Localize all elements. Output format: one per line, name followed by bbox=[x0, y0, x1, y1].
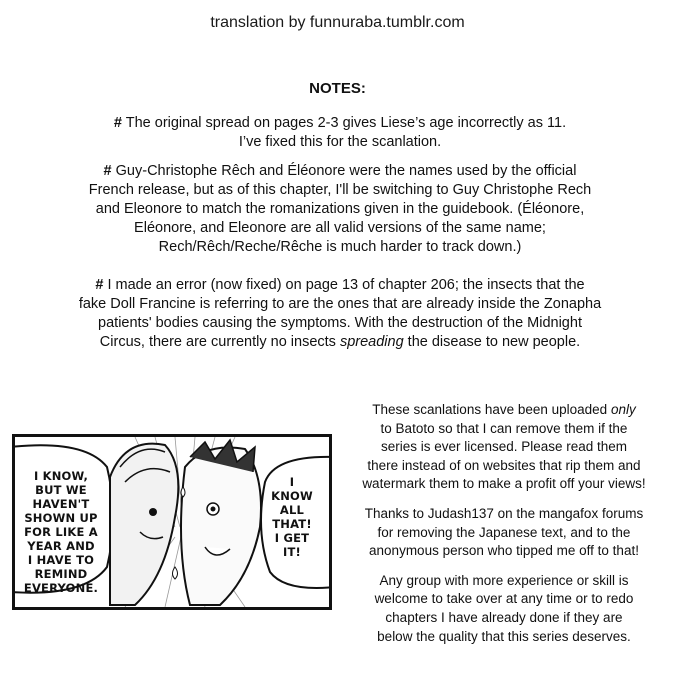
bubble-line: THAT! bbox=[272, 517, 312, 531]
note-insects-error bbox=[40, 276, 640, 352]
info-text: Any group with more experience or skill is bbox=[379, 572, 629, 588]
note-emphasis: spreading bbox=[339, 334, 404, 350]
info-text: there instead of on websites that rip them and bbox=[367, 457, 641, 473]
note-text: fake Doll Francine is referring to are the ones that are already inside the Zonapha bbox=[78, 296, 602, 312]
notes-title: NOTES: bbox=[309, 80, 366, 97]
note-text: Eléonore, and Eleonore are all valid versions of the same name; bbox=[134, 220, 546, 236]
bubble-line: IT! bbox=[283, 545, 301, 559]
bubble-line: ALL bbox=[279, 503, 305, 517]
bubble-line: SHOWN UP bbox=[24, 511, 98, 525]
info-emphasis: only bbox=[610, 402, 636, 417]
batoto-notice bbox=[343, 401, 665, 494]
note-text: I made an error (now fixed) on page 13 of chapter 206; the insects that the bbox=[103, 277, 585, 293]
bubble-line: BUT WE bbox=[35, 483, 87, 497]
manga-panel bbox=[12, 434, 332, 610]
right-speech-bubble bbox=[269, 475, 315, 559]
note-text: patients' bodies causing the symptoms. With the destruction of the Midnight bbox=[98, 315, 582, 331]
note-bullet: # bbox=[95, 277, 104, 293]
bubble-line: FOR LIKE A bbox=[24, 525, 98, 539]
info-text: These scanlations have been uploaded bbox=[372, 402, 611, 417]
info-text: watermark them to make a profit off your views! bbox=[362, 476, 646, 492]
note-text: I’ve fixed this for the scanlation. bbox=[238, 134, 442, 150]
bubble-line: YEAR AND bbox=[27, 539, 95, 553]
note-text: French release, but as of this chapter, I'll be switching to Guy Christophe Rech bbox=[88, 182, 592, 198]
bubble-line: I GET bbox=[274, 531, 310, 545]
translator-credit: translation by funnuraba.tumblr.com bbox=[210, 14, 465, 31]
bubble-line: I HAVE TO bbox=[27, 553, 95, 567]
left-speech-bubble bbox=[19, 469, 103, 595]
scanlation-info bbox=[343, 401, 665, 657]
note-text: and Eleonore to match the romanizations given in the guidebook. (Éléonore, bbox=[95, 201, 585, 217]
bubble-line: REMIND bbox=[34, 567, 88, 581]
note-text: Circus, there are currently no insects bbox=[99, 334, 340, 350]
bubble-line: KNOW bbox=[271, 489, 313, 503]
info-text: for removing the Japanese text, and to the bbox=[377, 524, 631, 540]
thanks-notice bbox=[343, 505, 665, 561]
info-text: chapters I have already done if they are bbox=[385, 609, 623, 625]
bubble-line: EVERYONE. bbox=[23, 581, 99, 595]
note-bullet: # bbox=[103, 163, 112, 179]
info-text: series is ever licensed. Please read them bbox=[380, 439, 628, 455]
note-liese-age bbox=[40, 114, 640, 152]
takeover-notice bbox=[343, 572, 665, 646]
bubble-line: HAVEN'T bbox=[32, 497, 90, 511]
bubble-line: I KNOW, bbox=[33, 469, 89, 483]
note-text: The original spread on pages 2-3 gives Liese’s age incorrectly as 11. bbox=[121, 115, 567, 131]
note-text: the disease to new people. bbox=[403, 334, 581, 350]
note-text: Rech/Rêch/Reche/Rêche is much harder to track down.) bbox=[158, 239, 522, 255]
note-romanization bbox=[40, 162, 640, 257]
note-text: Guy-Christophe Rêch and Éléonore were the names used by the official bbox=[111, 163, 577, 179]
info-text: below the quality that this series deserves. bbox=[377, 628, 631, 644]
info-text: anonymous person who tipped me off to that! bbox=[369, 543, 639, 559]
note-bullet: # bbox=[113, 115, 122, 131]
info-text: Thanks to Judash137 on the mangafox forums bbox=[364, 505, 644, 521]
info-text: welcome to take over at any time or to redo bbox=[374, 591, 634, 607]
bubble-line: I bbox=[289, 475, 295, 489]
info-text: to Batoto so that I can remove them if the bbox=[380, 420, 628, 436]
